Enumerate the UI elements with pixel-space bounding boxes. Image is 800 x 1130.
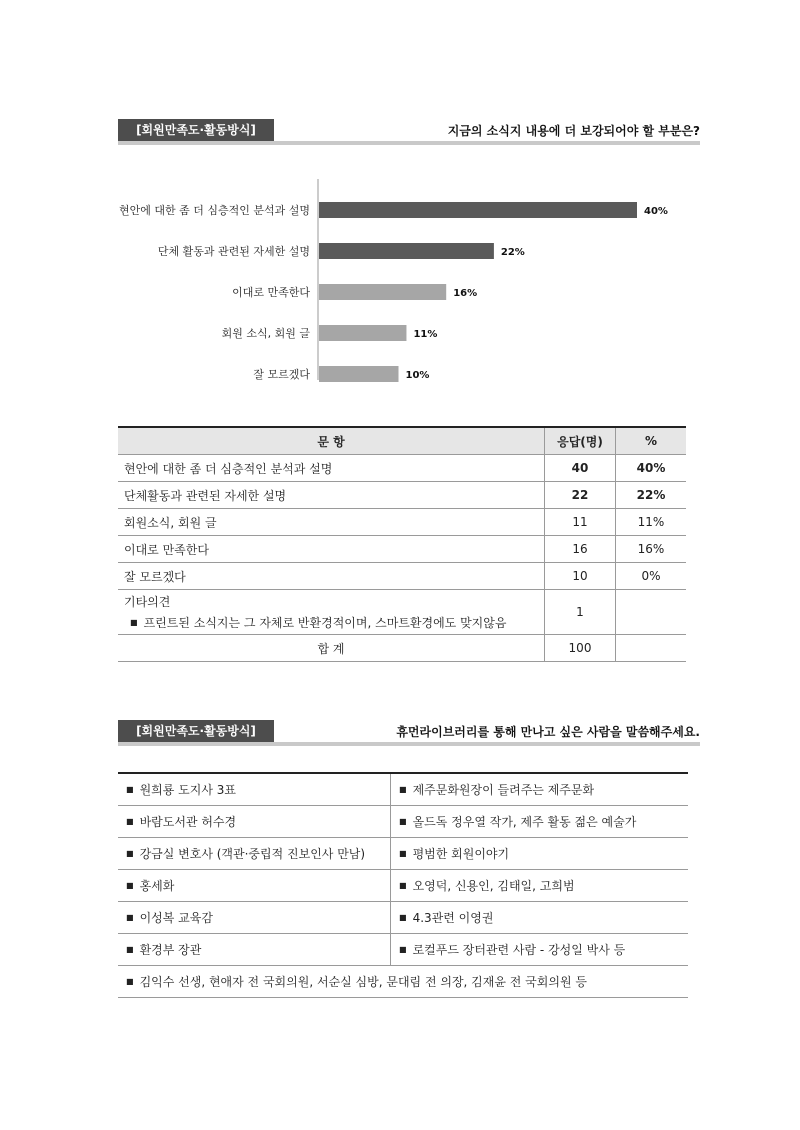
bar [319,202,637,218]
data-label: 16% [453,288,478,299]
bullet-icon: ■ [399,817,407,826]
table-row [118,838,688,870]
data-label: 40% [644,206,668,217]
list-item-text: 바람도서관 허수경 [139,815,237,829]
category-label: 잘 모르겠다 [253,368,310,381]
row-count: 16 [545,536,616,563]
section-header-2 [118,720,700,746]
list-item [391,838,689,870]
bar [319,284,446,300]
row-item: 단체활동과 관련된 자세한 설명 [118,482,545,509]
section-question: 지금의 소식지 내용에 더 보강되어야 할 부분은? [447,124,700,138]
list-item [118,773,391,806]
header-count: 응답(명) [545,427,616,455]
list-item [118,870,391,902]
row-pct: 40% [616,455,687,482]
bullet-icon: ■ [399,913,407,922]
category-label: 단체 활동과 관련된 자세한 설명 [157,245,310,258]
table-header-row [118,427,686,455]
other-sub-text: 프린트된 소식지는 그 자체로 반환경적이며, 스마트환경에도 맞지않음 [143,616,507,630]
bullet-icon: ■ [399,849,407,858]
table-row [118,482,686,509]
other-label: 기타의견 [124,595,171,609]
row-count: 11 [545,509,616,536]
row-pct: 16% [616,536,687,563]
table-row [118,509,686,536]
list-item [391,870,689,902]
list-item [391,773,689,806]
row-pct: 11% [616,509,687,536]
bar [319,325,406,341]
bullet-icon: ■ [126,849,134,858]
row-pct: 22% [616,482,687,509]
table-row [118,536,686,563]
list-item-text: 로컬푸드 장터관련 사람 - 강성일 박사 등 [412,943,626,957]
bar [319,243,494,259]
list-item-text: 원희룡 도지사 3표 [139,783,236,797]
section-header-1 [118,119,700,145]
table-row [118,870,688,902]
bullet-icon: ■ [399,785,407,794]
bar [319,366,399,382]
list-item-text: 강금실 변호사 (객관·중립적 진보인사 만남) [139,847,366,861]
table-row-total [118,635,686,662]
bullet-icon: ■ [130,618,138,627]
other-count: 1 [545,590,616,635]
table-row [118,902,688,934]
list-item [391,902,689,934]
list-item-text: 환경부 장관 [139,943,202,957]
wish-list-table [118,772,688,998]
list-item [118,806,391,838]
table-row [118,934,688,966]
data-label: 22% [500,247,525,258]
table-row [118,455,686,482]
data-label: 10% [405,370,430,381]
other-pct [616,590,687,635]
row-item: 이대로 만족한다 [118,536,545,563]
section-rule [118,141,700,145]
row-count: 40 [545,455,616,482]
full-row-cell [118,966,688,998]
header-pct: % [616,427,687,455]
full-row-text: 김익수 선생, 현애자 전 국회의원, 서순실 심방, 문대림 전 의장, 김재윤 전 국회의원 등 [139,975,587,989]
list-item [118,902,391,934]
list-item-text: 홍세화 [139,879,175,893]
bullet-icon: ■ [126,945,134,954]
list-item [118,838,391,870]
table-row-full [118,966,688,998]
bullet-icon: ■ [126,881,134,890]
header-item: 문 항 [118,427,545,455]
section-question: 휴먼라이브러리를 통해 만나고 싶은 사람을 말씀해주세요. [396,725,700,739]
list-item [118,934,391,966]
list-item [391,934,689,966]
bullet-icon: ■ [399,881,407,890]
category-label: 이대로 만족한다 [232,286,310,299]
list-item-text: 평범한 회원이야기 [412,847,510,861]
bar-chart [100,175,700,390]
list-item-text: 올드독 정우열 작가, 제주 활동 젊은 예술가 [412,815,637,829]
section-rule [118,742,700,746]
row-item: 현안에 대한 좀 더 심층적인 분석과 설명 [118,455,545,482]
table-row [118,773,688,806]
list-item [391,806,689,838]
table-row [118,806,688,838]
bullet-icon: ■ [126,785,134,794]
row-count: 10 [545,563,616,590]
category-label: 현안에 대한 좀 더 심층적인 분석과 설명 [119,204,310,217]
row-count: 22 [545,482,616,509]
survey-result-table [118,426,686,662]
section-tag: [회원만족도·활동방식] [118,119,274,141]
other-cell [118,590,545,635]
other-sub-item [124,614,538,631]
data-label: 11% [413,329,438,340]
total-count: 100 [545,635,616,662]
total-label: 합 계 [118,635,545,662]
bullet-icon: ■ [399,945,407,954]
bullet-icon: ■ [126,977,134,986]
section-tag: [회원만족도·활동방식] [118,720,274,742]
row-item: 회원소식, 회원 글 [118,509,545,536]
bullet-icon: ■ [126,817,134,826]
total-pct [616,635,687,662]
list-item-text: 제주문화원장이 들려주는 제주문화 [412,783,595,797]
list-item-text: 오영덕, 신용인, 김태일, 고희범 [412,879,575,893]
list-item-text: 이성복 교육감 [139,911,213,925]
row-item: 잘 모르겠다 [118,563,545,590]
table-row-other [118,590,686,635]
category-label: 회원 소식, 회원 글 [221,327,310,340]
table-row [118,563,686,590]
list-item-text: 4.3관련 이영권 [412,911,494,925]
row-pct: 0% [616,563,687,590]
bullet-icon: ■ [126,913,134,922]
